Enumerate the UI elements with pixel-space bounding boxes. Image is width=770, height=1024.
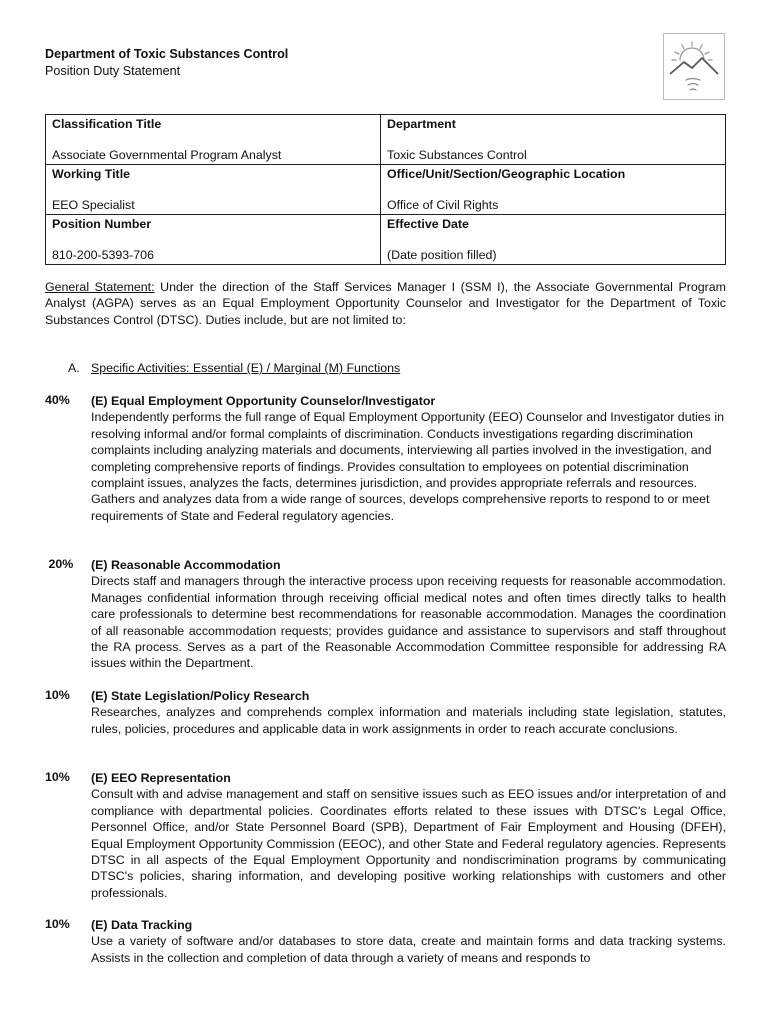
working-title-value: EEO Specialist [52, 198, 135, 212]
office-cell [381, 165, 726, 215]
classification-cell [46, 115, 381, 165]
effective-date-value: (Date position filled) [387, 248, 497, 262]
position-number-value: 810-200-5393-706 [52, 248, 154, 262]
working-title-label: Working Title [52, 167, 131, 181]
activity-heading: (E) Equal Employment Opportunity Counselor/Investigator [91, 394, 436, 408]
activity-description: Researches, analyzes and comprehends complex information and materials including state legislation, statutes, rules, policies, procedures and applicable data in work assignments in order to reach accurate conclusions. [91, 705, 726, 736]
classification-value: Associate Governmental Program Analyst [52, 148, 282, 162]
department-cell [381, 115, 726, 165]
activity-description: Independently performs the full range of Equal Employment Opportunity (EEO) Counselor and Investigator duties in resolving informal and/or formal complaints of discrimination. Conducts investigations regarding discrimination complaints including analyzing materials and documents, interviewing all parties involved in the investigation, and completing comprehensive reports of findings. Provides consultation to employees on potential discrimination complaint issues, analyzes the facts, determines jurisdiction, and provides appropriate referrals and resources. Gathers and analyzes data from a wide range of sources, develops comprehensive reports to respond to or meet requirements of State and Federal regulatory agencies. [91, 410, 724, 523]
activity-description: Use a variety of software and/or databases to store data, create and maintain forms and data tracking systems. Assists in the collection and completion of data through a variety of means and responds to [91, 934, 726, 965]
classification-label: Classification Title [52, 117, 162, 131]
office-value: Office of Civil Rights [387, 198, 499, 212]
activity-eeo-representation [45, 770, 726, 901]
section-a-letter: A. [68, 361, 80, 375]
activity-percent: 40% [45, 393, 70, 407]
activity-data-tracking [45, 917, 726, 966]
activity-legislation-research [45, 688, 726, 737]
logo-graphic [664, 34, 724, 99]
activity-percent: 20% [45, 557, 74, 571]
position-number-cell [46, 215, 381, 265]
activity-description: Directs staff and managers through the interactive process upon receiving requests for reasonable accommodation. Manages confidential information through receiving official medical notes and often times directly talks to health care professionals to determine best recommendations for reasonable accommodation. Manages the coordination of all reasonable accommodation requests; provides guidance and assistance to supervisors and staff throughout the RA process. Serves as a part of the Reasonable Accommodation Committee responsible for addressing RA issues within the Department. [91, 574, 726, 671]
sun-mountain-wave-logo-icon [663, 33, 725, 100]
activity-heading: (E) State Legislation/Policy Research [91, 689, 310, 703]
activity-reasonable-accommodation [45, 557, 726, 672]
office-label: Office/Unit/Section/Geographic Location [387, 167, 626, 181]
position-number-label: Position Number [52, 217, 152, 231]
section-a-title: Specific Activities: Essential (E) / Marginal (M) Functions [91, 361, 401, 375]
table-row [46, 165, 726, 215]
section-a-heading [68, 361, 400, 375]
general-statement-text: Under the direction of the Staff Services Manager I (SSM I), the Associate Governmental Program Analyst (AGPA) serves as an Equal Employment Opportunity Counselor and Investigator for the Department of Toxic Substances Control (DTSC). Duties include, but are not limited to: [45, 280, 726, 327]
working-title-cell [46, 165, 381, 215]
effective-date-label: Effective Date [387, 217, 469, 231]
document-type: Position Duty Statement [45, 64, 181, 78]
activity-heading: (E) Reasonable Accommodation [91, 558, 281, 572]
table-row [46, 115, 726, 165]
general-statement [45, 279, 726, 328]
activity-description: Consult with and advise management and staff on sensitive issues such as EEO issues and/or interpretation of and compliance with departmental policies. Coordinates efforts related to these issues with DTSC's Legal Office, Personnel Office, and/or State Personnel Board (SPB), Department of Fair Employment and Housing (DFEH), Equal Employment Opportunity Commission (EEOC), and other State and Federal regulatory agencies. Represents DTSC in all aspects of the Equal Employment Opportunity and nondiscrimination programs by communicating DTSC's policies, sharing information, and developing positive working relationships with customers and other professionals. [91, 787, 726, 900]
activity-percent: 10% [45, 770, 70, 784]
department-label: Department [387, 117, 456, 131]
general-statement-label: General Statement: [45, 280, 155, 294]
activity-heading: (E) EEO Representation [91, 771, 231, 785]
table-row [46, 215, 726, 265]
activity-percent: 10% [45, 688, 70, 702]
department-heading: Department of Toxic Substances Control [45, 47, 289, 61]
activity-heading: (E) Data Tracking [91, 918, 193, 932]
activity-percent: 10% [45, 917, 70, 931]
department-value: Toxic Substances Control [387, 148, 527, 162]
position-info-table [45, 114, 726, 265]
activity-eeo-counselor [45, 393, 726, 524]
effective-date-cell [381, 215, 726, 265]
